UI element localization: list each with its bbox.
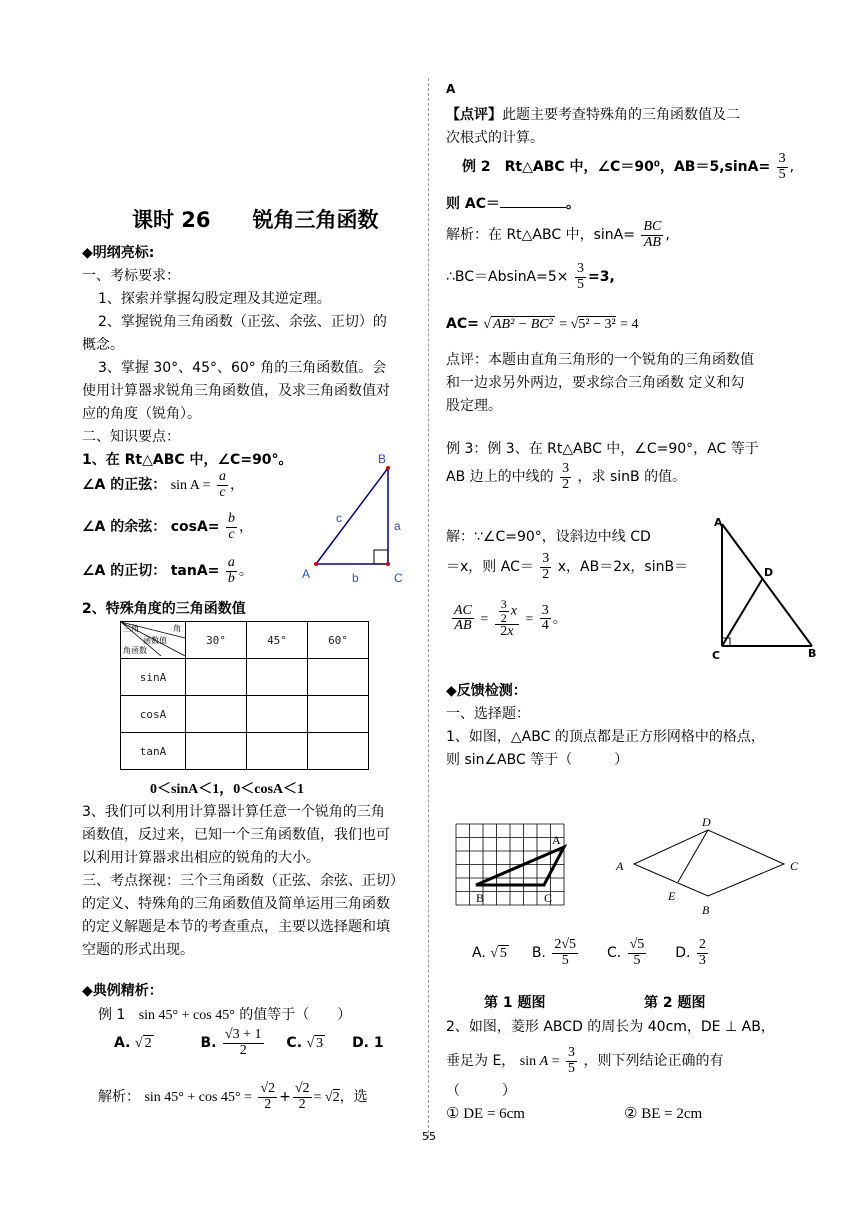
example-3-sol-1: 解：∵∠C=90°，设斜边中线 CD — [446, 529, 651, 545]
question-1-options: A. √ 5 B. $\frac{2√5}{5}$ C. $\frac{√5}{5}$ D. $\frac{2}{3}$ — [472, 937, 706, 968]
answer-a: A — [446, 82, 456, 96]
knowledge-2: 2、特殊角度的三角函数值 — [82, 601, 246, 617]
inequality: 0＜sinA＜1，0＜cosA＜1 — [150, 782, 305, 797]
q1-option-b: B. — [531, 945, 546, 962]
question-1-line-2: 则 sin∠ABC 等于（ ） — [446, 752, 629, 768]
example-3-sol-2: ＝x，则 AC＝ $\frac{3}{2}$ x，AB＝2x，sinB＝ — [446, 551, 689, 582]
knowledge-4c: 的定义解题是本节的考查重点，主要以选择题和填 — [82, 919, 390, 935]
rhombus-label-d: D — [702, 815, 711, 829]
page-title: 课时 26 锐角三角函数 — [132, 208, 379, 232]
table-cell — [186, 696, 247, 733]
example-1-question: 例 1 sin 45° + cos 45° 的值等于（ ） — [98, 1007, 352, 1023]
example-3-sol-3: $\frac{AC}{AB}$ = $\frac{3}{2}$ x 2x = $\frac{3}{4}$ 。 — [454, 597, 567, 640]
section-mingang: ◆明纲亮标: — [82, 245, 155, 261]
option-a: A. — [114, 1035, 131, 1052]
req-2b: 概念。 — [82, 337, 124, 353]
example-3-line-2: AB 边上的中线的 $\frac{3}{2}$ ，求 sinB 的值。 — [446, 461, 687, 492]
example-2-question: 例 2 Rt△ABC 中，∠C＝90⁰，AB＝5,sinA= $\frac{3}{5}$ , — [462, 151, 795, 182]
grid-label-b: B — [476, 891, 485, 905]
rhombus-label-c: C — [790, 859, 799, 873]
rhombus-label-e: E — [668, 889, 676, 903]
example-2-ask: 则 AC＝ 。 — [446, 196, 580, 212]
tan-label: ∠A 的正切： — [82, 563, 167, 580]
cos-fraction: $\frac{b}{c}$ — [228, 511, 235, 542]
req-2a: 2、掌握锐角三角函数（正弦、余弦、正切）的 — [98, 314, 387, 330]
fig3-label-d: D — [764, 566, 774, 579]
table-cell — [247, 659, 308, 696]
table-cell — [308, 696, 369, 733]
sin-fraction: $\frac{a}{c}$ — [218, 469, 226, 500]
section-xuanze: 一、选择题： — [446, 706, 530, 722]
question-2-line-3: （ ） — [446, 1083, 516, 1099]
knowledge-3c: 以利用计算器求出相应的锐角的大小。 — [82, 850, 320, 866]
example-2-sol-1: 解析：在 Rt△ABC 中，sinA= $\frac{BC}{AB}$ , — [446, 219, 670, 250]
table-cell — [308, 733, 369, 770]
side-a-label: a — [394, 519, 401, 533]
grid-label-a: A — [552, 833, 561, 847]
vertex-a-label: A — [302, 567, 311, 581]
q1-option-d: D. — [675, 945, 691, 962]
knowledge-1: 1、在 Rt△ABC 中，∠C=90°。 — [82, 452, 293, 468]
side-c-label: c — [336, 511, 342, 525]
knowledge-3a: 3、我们可以利用计算器计算任意一个锐角的三角 — [82, 804, 385, 820]
corner-text-jiaohanshu: 角函数 — [123, 646, 147, 655]
fig3-label-c: C — [712, 649, 721, 660]
column-divider — [428, 78, 429, 1138]
example-2-sol-2: ∴BC＝AbsinA=5× $\frac{3}{5}$ =3, — [446, 261, 615, 292]
corner-diagonals — [121, 622, 185, 656]
table-cell — [308, 659, 369, 696]
knowledge-3b: 函数值，反过来，已知一个三角函数值，我们也可 — [82, 827, 390, 843]
col-header-30: 30° — [186, 622, 247, 659]
option-d: D. 1 — [352, 1035, 384, 1052]
side-b-label: b — [352, 571, 359, 585]
option-b: B. — [200, 1035, 217, 1052]
knowledge-4a: 三、考点探视：三个三角函数（正弦、余弦、正切） — [82, 873, 404, 889]
col-header-60: 60° — [308, 622, 369, 659]
section-zhishi: 二、知识要点： — [82, 429, 180, 445]
table-corner-cell — [121, 622, 186, 659]
question-2-line-2: 垂足为 E， sin A = $\frac{3}{5}$ ，则下列结论正确的有 — [446, 1045, 724, 1076]
section-fankui: ◆反馈检测： — [446, 683, 527, 699]
corner-text-jiao: 角 — [173, 624, 181, 633]
q1-option-c: C. — [606, 945, 622, 962]
example-1-options: A. √ 2 B. $\frac{√3 + 1}{2}$ C. √ 3 D. 1 — [114, 1027, 384, 1058]
req-1: 1、探索并掌握勾股定理及其逆定理。 — [98, 291, 331, 307]
table-cell — [247, 696, 308, 733]
rhombus-figure — [610, 814, 806, 922]
table-cell — [186, 659, 247, 696]
question-1-line-1: 1、如图，△ABC 的顶点都是正方形网格中的格点， — [446, 729, 765, 745]
comment-line-1: 【点评】此题主要考查特殊角的三角函数值及二 — [446, 107, 740, 123]
vertex-b-label: B — [378, 452, 387, 466]
sin-expr: sin A = — [170, 478, 211, 494]
corner-text-sanjiao: 三角 — [123, 624, 139, 633]
tan-definition: ∠A 的正切： tanA= $\frac{a}{b}$ 。 — [82, 555, 253, 586]
example-2-note-3: 股定理。 — [446, 398, 502, 414]
special-angle-table — [120, 621, 369, 770]
caption-figure-2: 第 2 题图 — [644, 995, 706, 1011]
tan-fraction: $\frac{a}{b}$ — [227, 555, 235, 586]
col-header-45: 45° — [247, 622, 308, 659]
question-2-line-1: 2、如图，菱形 ABCD 的周长为 40cm，DE ⊥ AB， — [446, 1019, 775, 1035]
example-3-figure — [706, 512, 822, 660]
knowledge-4b: 的定义、特殊角的三角函数值及简单运用三角函数 — [82, 896, 390, 912]
section-kaobiao: 一、考标要求： — [82, 268, 180, 284]
rhombus-label-b: B — [702, 903, 710, 917]
comment-text: 此题主要考查特殊角的三角函数值及二 — [502, 107, 740, 123]
row-header-tana: tanA — [121, 733, 186, 770]
example-3-line-1: 例 3：例 3、在 Rt△ABC 中，∠C=90°，AC 等于 — [446, 441, 759, 457]
rhombus-label-a: A — [616, 859, 624, 873]
corner-text-hanshuzhi: 函数值 — [143, 636, 167, 645]
answer-blank[interactable] — [500, 195, 566, 208]
table-cell — [247, 733, 308, 770]
req-3a: 3、掌握 30°、45°、60° 角的三角函数值。会 — [98, 360, 387, 376]
req-3b: 使用计算器求锐角三角函数值，及求三角函数值对 — [82, 383, 390, 399]
comment-line-2: 次根式的计算。 — [446, 130, 544, 146]
row-header-sina: sinA — [121, 659, 186, 696]
fig3-label-b: B — [808, 647, 817, 660]
knowledge-4d: 空题的形式出现。 — [82, 942, 194, 958]
req-3c: 应的角度（锐角）。 — [82, 406, 201, 422]
tan-expr: tanA= — [170, 563, 220, 580]
cos-label: ∠A 的余弦： — [82, 519, 167, 536]
option-c: C. — [286, 1035, 303, 1052]
q1-option-a: A. — [472, 945, 486, 962]
grid-label-c: C — [544, 891, 553, 905]
cos-definition: ∠A 的余弦： cosA= $\frac{b}{c}$ ， — [82, 511, 253, 542]
example-1-solution: 解析： sin 45° + cos 45° = $\frac{√2}{2}$ + $\frac{√2}{2}$ = √2，选 — [98, 1081, 368, 1112]
cos-expr: cosA= — [170, 519, 220, 536]
right-triangle-figure — [296, 452, 420, 588]
example-2-note-2: 和一边求另外两边，要求综合三角函数 定义和勾 — [446, 375, 745, 391]
fig3-label-a: A — [714, 516, 723, 529]
example-2-note-1: 点评：本题由直角三角形的一个锐角的三角函数值 — [446, 352, 754, 368]
grid-figure — [454, 822, 568, 910]
page-number: 55 — [422, 1130, 436, 1143]
question-2-option-2: ② BE = 2cm — [624, 1106, 703, 1122]
example-2-sol-3: AC= √ AB² − BC² = √5² − 3² = 4 — [446, 316, 639, 332]
question-2-option-1: ① DE = 6cm — [446, 1106, 525, 1122]
sin-label: ∠A 的正弦： — [82, 477, 167, 494]
section-dianli: ◆典例精析： — [82, 983, 163, 999]
row-header-cosa: cosA — [121, 696, 186, 733]
sin-definition: ∠A 的正弦： sin A = $\frac{a}{c}$ ， — [82, 469, 244, 500]
table-cell — [186, 733, 247, 770]
vertex-c-label: C — [394, 571, 403, 585]
caption-figure-1: 第 1 题图 — [484, 995, 546, 1011]
